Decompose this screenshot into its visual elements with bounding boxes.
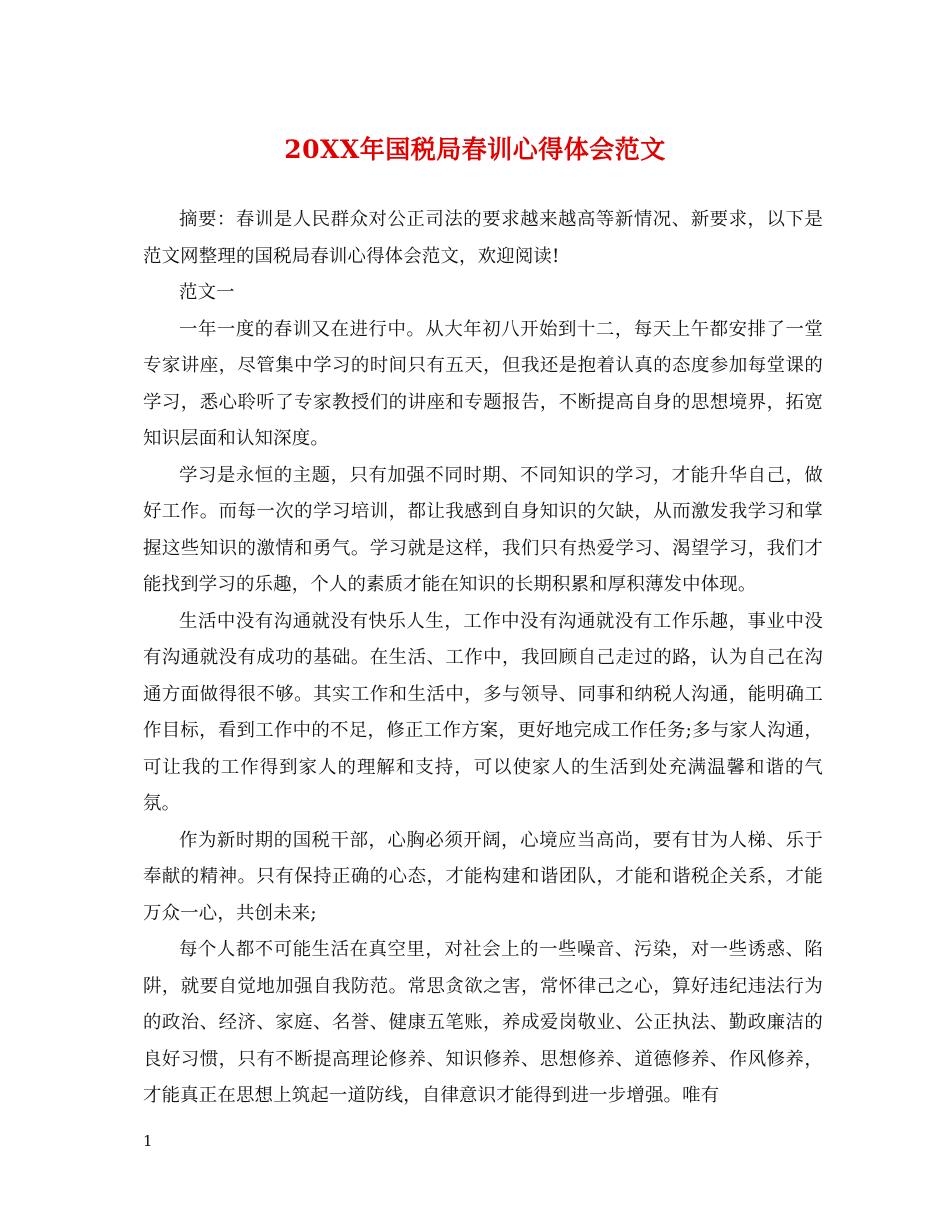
document-title: 20XX年国税局春训心得体会范文 bbox=[284, 135, 666, 164]
body-paragraph: 一年一度的春训又在进行中。从大年初八开始到十二，每天上午都安排了一堂专家讲座，尽管集中学习的时间只有五天，但我还是抱着认真的态度参加每堂课的学习，悉心聆听了专家教授们的讲座和专题报告，不断提高自身的思想境界，拓宽知识层面和认知深度。 bbox=[143, 318, 823, 449]
page-number: 1 bbox=[143, 1132, 153, 1150]
body-paragraph: 生活中没有沟通就没有快乐人生，工作中没有沟通就没有工作乐趣，事业中没有沟通就没有成功的基础。在生活、工作中，我回顾自己走过的路，认为自己在沟通方面做得很不够。其实工作和生活中，多与领导、同事和纳税人沟通，能明确工作目标，看到工作中的不足，修正工作方案，更好地完成工作任务;多与家人沟通，可让我的工作得到家人的理解和支持，可以使家人的生活到处充满温馨和谐的气氛。 bbox=[143, 610, 823, 814]
section-heading: 范文一 bbox=[179, 282, 235, 303]
body-paragraph: 学习是永恒的主题，只有加强不同时期、不同知识的学习，才能升华自己，做好工作。而每一次的学习培训，都让我感到自身知识的欠缺，从而激发我学习和掌握这些知识的激情和勇气。学习就是这样，我们只有热爱学习、渴望学习，我们才能找到学习的乐趣，个人的素质才能在知识的长期积累和厚积薄发中体现。 bbox=[143, 464, 823, 595]
body-paragraph: 作为新时期的国税干部，心胸必须开阔，心境应当高尚，要有甘为人梯、乐于奉献的精神。只有保持正确的心态，才能构建和谐团队，才能和谐税企关系，才能万众一心，共创未来; bbox=[143, 829, 823, 924]
abstract-paragraph: 摘要：春训是人民群众对公正司法的要求越来越高等新情况、新要求，以下是范文网整理的国税局春训心得体会范文，欢迎阅读! bbox=[143, 209, 823, 267]
body-paragraph: 每个人都不可能生活在真空里，对社会上的一些噪音、污染，对一些诱惑、陷阱，就要自觉地加强自我防范。常思贪欲之害，常怀律己之心，算好违纪违法行为的政治、经济、家庭、名誉、健康五笔账，养成爱岗敬业、公正执法、勤政廉洁的良好习惯，只有不断提高理论修养、知识修养、思想修养、道德修养、作风修养，才能真正在思想上筑起一道防线，自律意识才能得到进一步增强。唯有 bbox=[143, 939, 823, 1106]
document-body bbox=[143, 202, 823, 1115]
